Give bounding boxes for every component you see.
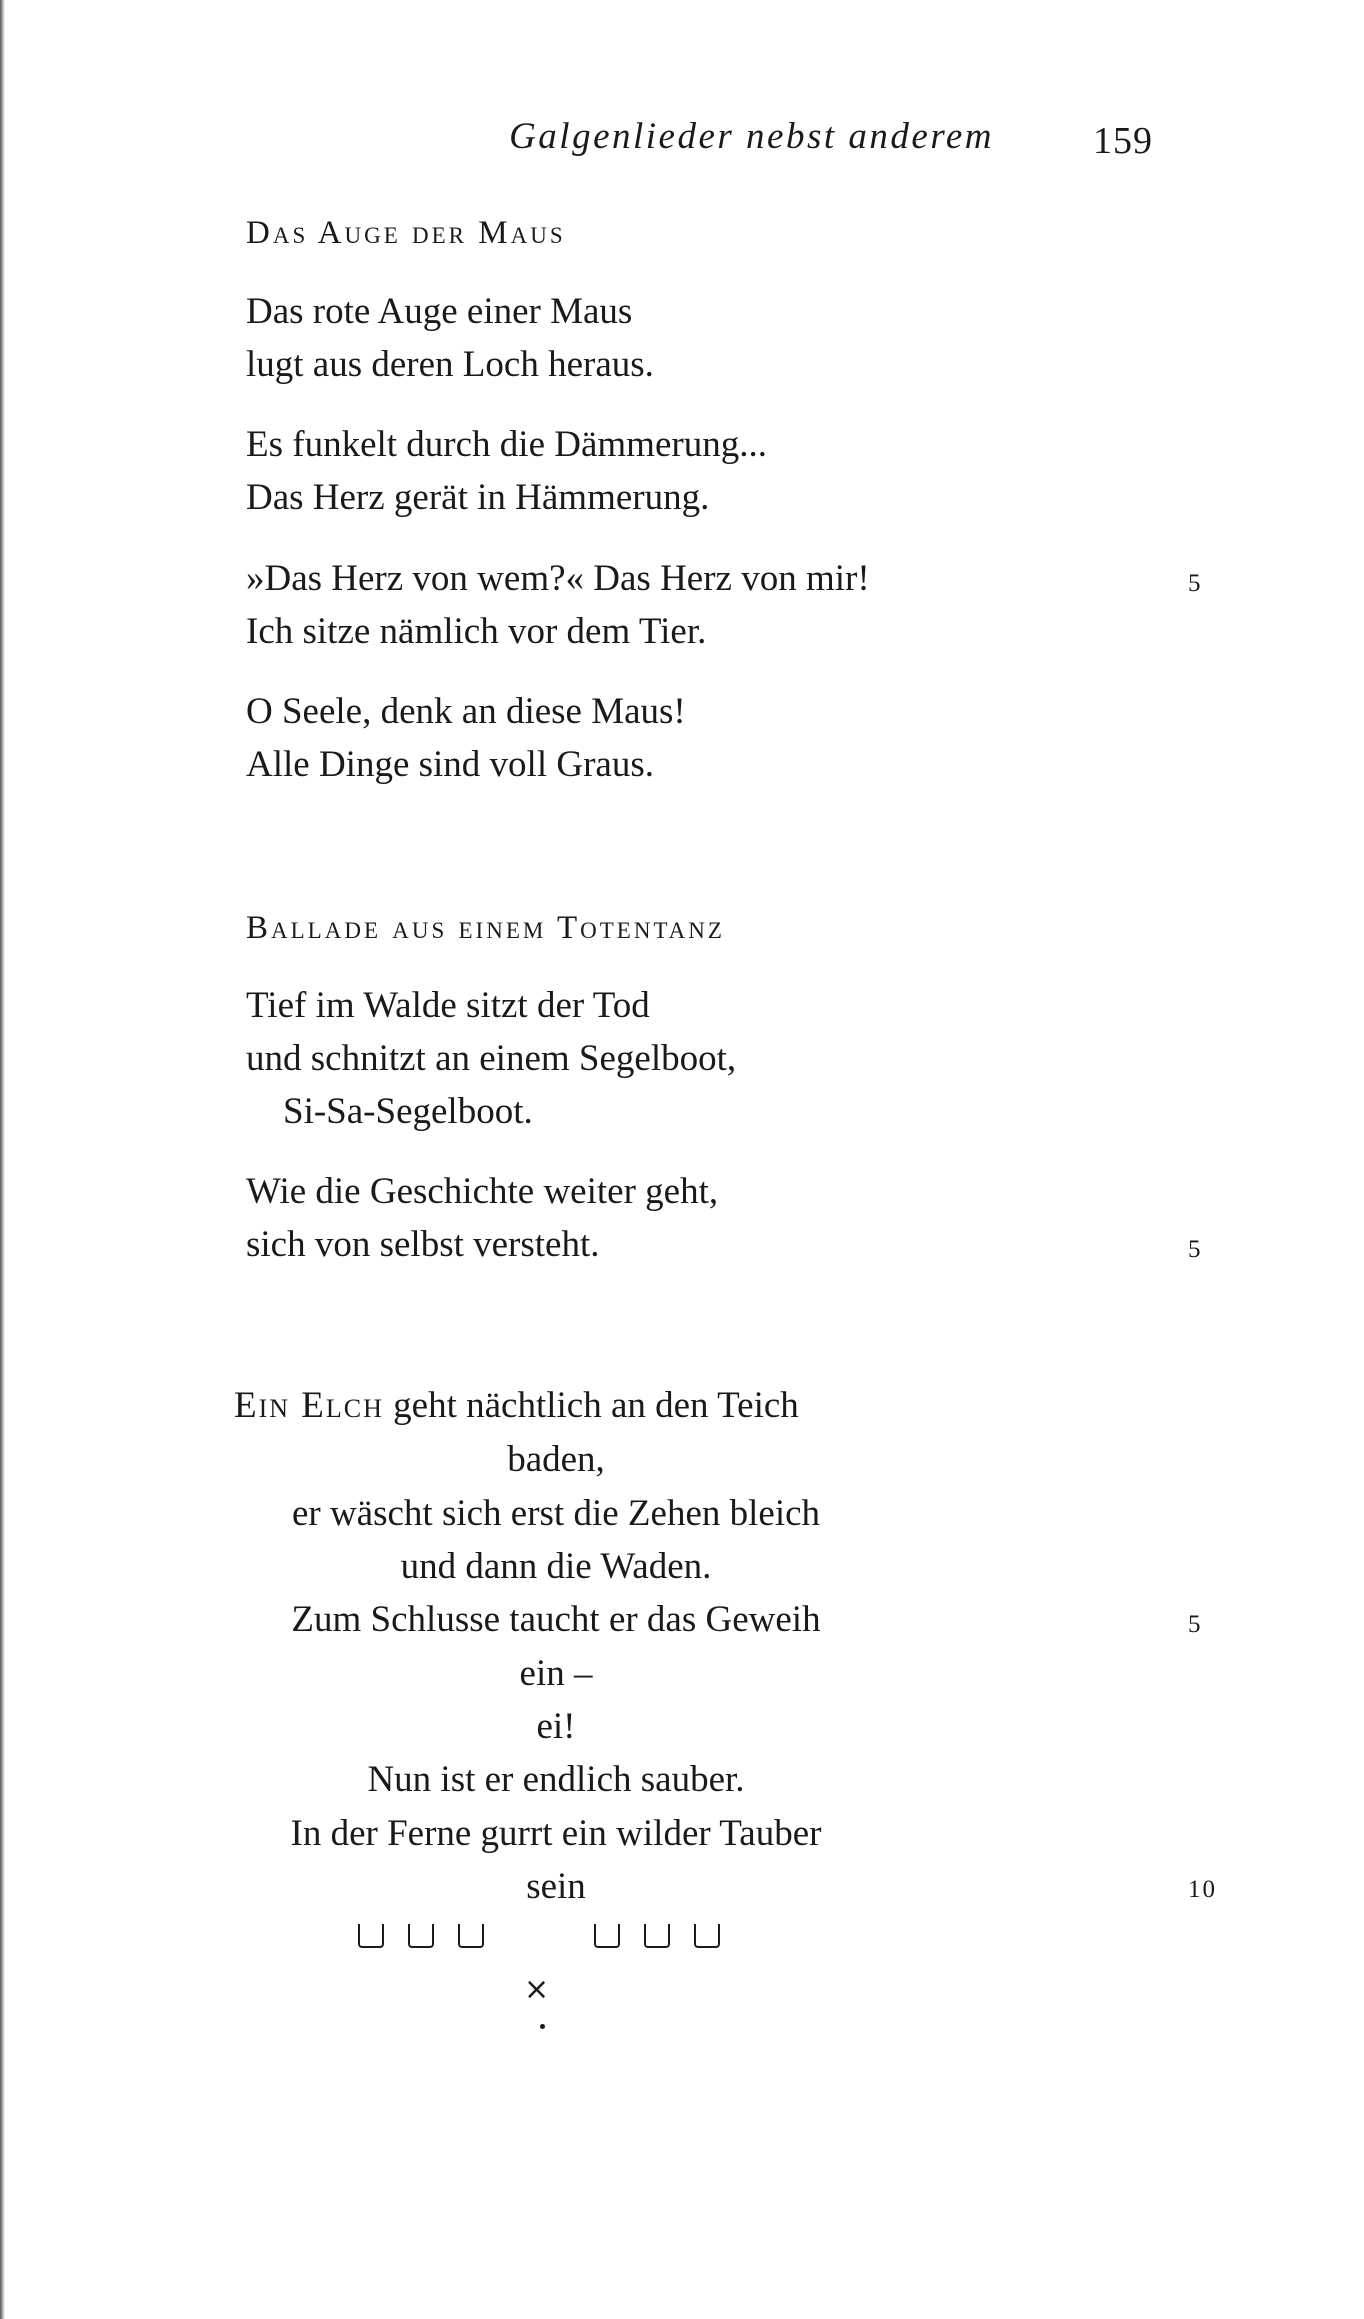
poem-first-rest: geht nächtlich an den Teich [383, 1385, 799, 1426]
poem-line: ein – [519, 1653, 593, 1694]
breve-mark [408, 1924, 434, 1948]
running-title: Galgenlieder nebst anderem [509, 116, 994, 157]
poem-first-words: Ein Elch [234, 1385, 384, 1426]
poem-line: Nun ist er endlich sauber. [367, 1759, 745, 1800]
cross-mark: × [524, 1972, 550, 2007]
page-edge-shadow [0, 0, 5, 2319]
poem-line: O Seele, denk an diese Maus! [246, 691, 686, 732]
poem-line: Das Herz gerät in Hämmerung. [246, 477, 710, 518]
poem-line: und dann die Waden. [400, 1546, 712, 1587]
breve-mark [644, 1924, 670, 1948]
breve-mark [458, 1924, 484, 1948]
poem-line: Wie die Geschichte weiter geht, [246, 1171, 719, 1212]
poem-title-ballade: Ballade aus einem Totentanz [246, 910, 725, 946]
poem-line: »Das Herz von wem?« Das Herz von mir! [246, 558, 870, 599]
poem-line: Es funkelt durch die Dämmerung... [246, 424, 767, 465]
poem-line: Si-Sa-Segelboot. [283, 1091, 533, 1132]
poem-line: er wäscht sich erst die Zehen bleich [291, 1493, 821, 1534]
poem-line: und schnitzt an einem Segelboot, [246, 1038, 737, 1079]
dot-mark [540, 2024, 545, 2029]
poem-line: Tief im Walde sitzt der Tod [246, 985, 650, 1026]
poem-line: Zum Schlusse taucht er das Geweih [291, 1599, 821, 1640]
poem-line: Ich sitze nämlich vor dem Tier. [246, 611, 707, 652]
line-number: 5 [1188, 1236, 1203, 1263]
poem-line: ei! [536, 1706, 576, 1747]
poem-line: baden, [507, 1439, 605, 1480]
breve-mark [694, 1924, 720, 1948]
poem-line: sein [526, 1866, 586, 1907]
poem-line: lugt aus deren Loch heraus. [246, 344, 654, 385]
page-header [0, 115, 1364, 175]
line-number: 5 [1188, 570, 1203, 597]
poem-line: Das rote Auge einer Maus [246, 291, 633, 332]
line-number: 10 [1188, 1876, 1217, 1903]
breve-mark [358, 1924, 384, 1948]
breve-mark [594, 1924, 620, 1948]
poem-title-auge-der-maus: Das Auge der Maus [246, 215, 566, 251]
poem-line: Alle Dinge sind voll Graus. [246, 744, 654, 785]
poem-line: In der Ferne gurrt ein wilder Tauber [290, 1813, 822, 1854]
line-number: 5 [1188, 1611, 1203, 1638]
poem-first-line [234, 1387, 799, 1424]
page-number: 159 [1093, 120, 1153, 162]
poem-line: sich von selbst versteht. [246, 1224, 600, 1265]
